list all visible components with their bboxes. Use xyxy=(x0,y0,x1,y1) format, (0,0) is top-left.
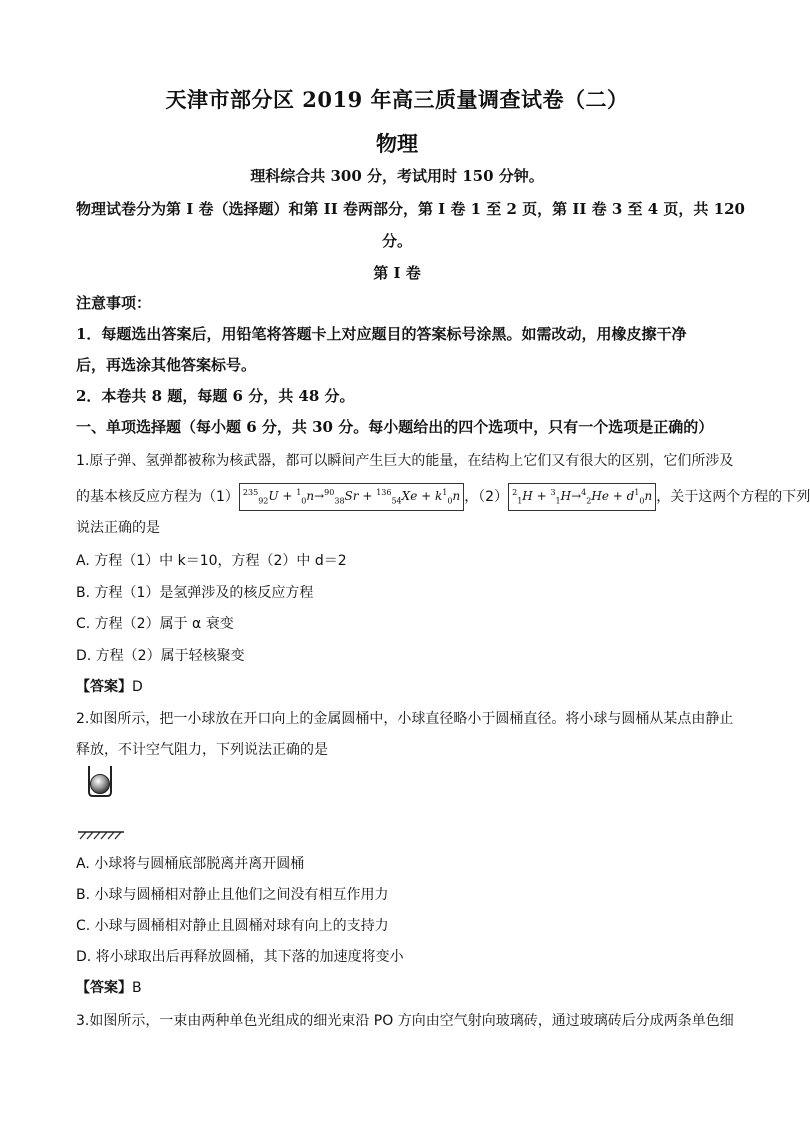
exam-title: 天津市部分区 2019 年高三质量调查试卷（二） xyxy=(165,87,629,112)
q1-stem-line2 xyxy=(76,483,810,511)
notes-item-2: 2．本卷共 8 题，每题 6 分，共 48 分。 xyxy=(76,387,355,405)
q2-option-d: D. 将小球取出后再释放圆桶，其下落的加速度将变小 xyxy=(76,949,404,965)
subject-title: 物理 xyxy=(376,131,418,156)
notes-heading: 注意事项： xyxy=(76,294,152,312)
equation-fission: $^{235}_{92}U + ^1_0n\to^{90}_{38}Sr + ^{136}_{54}Xe + k^1_0n$ xyxy=(239,483,464,511)
q1-stem-pre: 的基本核反应方程为（1） xyxy=(76,489,239,506)
q1-option-d: D. 方程（2）属于轻核聚变 xyxy=(76,648,245,664)
exam-info-line: 理科综合共 300 分，考试用时 150 分钟。 xyxy=(250,167,544,185)
q2-stem-line2: 释放，不计空气阻力，下列说法正确的是 xyxy=(76,742,328,758)
q1-option-b: B. 方程（1）是氢弹涉及的核反应方程 xyxy=(76,585,314,601)
answer-value: D xyxy=(132,679,143,695)
equation-fusion: $^2_1H + ^3_1H\to^4_2He + d^1_0n$ xyxy=(508,483,656,511)
q2-stem-line1: 2.如图所示，把一小球放在开口向上的金属圆桶中，小球直径略小于圆桶直径。将小球与圆桶从某点由静止 xyxy=(76,711,734,727)
q1-stem-line1: 1.原子弹、氢弹都被称为核武器，都可以瞬间产生巨大的能量，在结构上它们又有很大的区别，它们所涉及 xyxy=(76,453,734,469)
ground-hatching xyxy=(80,832,121,839)
q3-stem-line1: 3.如图所示，一束由两种单色光组成的细光束沿 PO 方向由空气射向玻璃砖，通过玻璃砖后分成两条单色细 xyxy=(76,1013,734,1029)
q1-stem-line3: 说法正确的是 xyxy=(76,520,160,536)
ball-in-bucket-figure xyxy=(76,762,132,842)
q1-answer xyxy=(76,676,726,696)
q2-option-c: C. 小球与圆桶相对静止且圆桶对球有向上的支持力 xyxy=(76,918,389,934)
answer-label: 【答案】 xyxy=(76,980,132,996)
q1-stem-post: ，关于这两个方程的下列 xyxy=(656,489,810,506)
paper-structure-line-end: 分。 xyxy=(381,232,412,250)
q2-option-a: A. 小球将与圆桶底部脱离并离开圆桶 xyxy=(76,856,305,872)
volume-heading: 第 I 卷 xyxy=(373,264,421,282)
paper-structure-line: 物理试卷分为第 I 卷（选择题）和第 II 卷两部分，第 I 卷 1 至 2 页，第 II 卷 3 至 4 页，共 120 xyxy=(76,200,745,218)
notes-item-1: 1．每题选出答案后，用铅笔将答题卡上对应题目的答案标号涂黑。如需改动，用橡皮擦干净 xyxy=(76,325,687,343)
notes-item-1-cont: 后，再选涂其他答案标号。 xyxy=(76,356,257,374)
q2-answer xyxy=(76,977,726,997)
q2-option-b: B. 小球与圆桶相对静止且他们之间没有相互作用力 xyxy=(76,887,389,903)
q1-stem-mid: ，（2） xyxy=(464,489,509,506)
answer-value: B xyxy=(132,980,142,996)
q1-option-a: A. 方程（1）中 k＝10，方程（2）中 d＝2 xyxy=(76,553,347,569)
q1-option-c: C. 方程（2）属于 α 衰变 xyxy=(76,616,234,632)
ball-shape xyxy=(91,775,110,794)
section-heading: 一、单项选择题（每小题 6 分，共 30 分。每小题给出的四个选项中，只有一个选项是正确的） xyxy=(76,418,714,436)
answer-label: 【答案】 xyxy=(76,679,132,695)
